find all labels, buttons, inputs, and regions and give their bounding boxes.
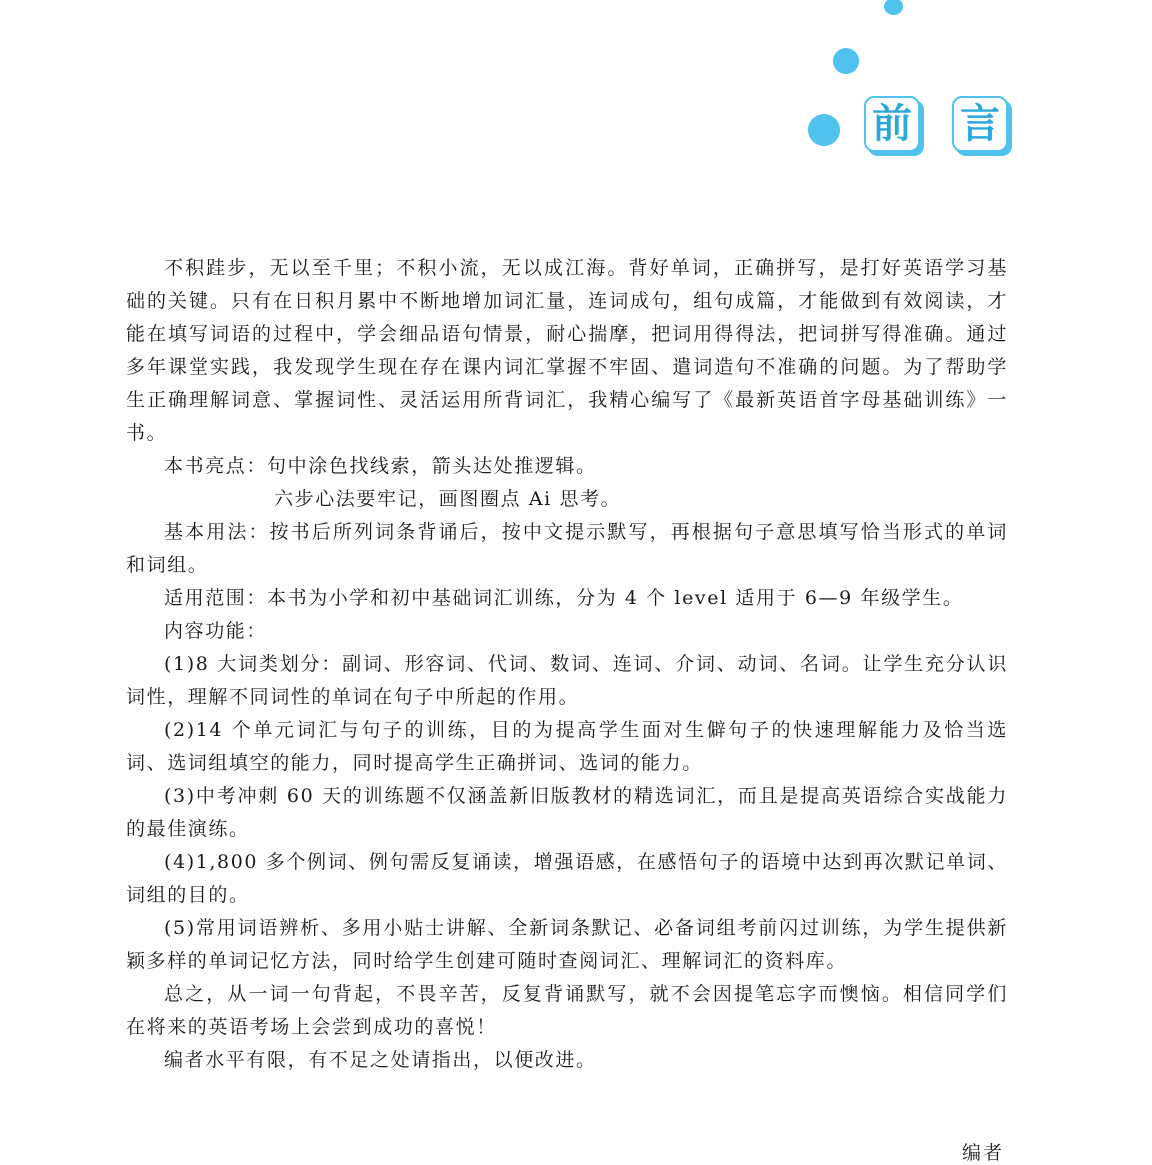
paragraph-scope: 适用范围：本书为小学和初中基础词汇训练，分为 4 个 level 适用于 6—9 年级学生。 [164,587,964,609]
paragraph-item-3: (3)中考冲刺 60 天的训练题不仅涵盖新旧版教材的精选词汇，而且是提高英语综合实战能力的最佳演练。 [126,785,1008,840]
title-char-box-2 [952,96,1010,156]
decorative-dot-medium [833,48,859,74]
paragraph-highlights: 本书亮点：句中涂色找线索，箭头达处推逻辑。 [164,455,597,477]
paragraph-closing: 编者水平有限，有不足之处请指出，以便改进。 [164,1049,597,1071]
paragraph-item-4: (4)1,800 多个例词、例句需反复诵读，增强语感，在感悟句子的语境中达到再次默记单词、词组的目的。 [126,851,1008,906]
decorative-dot-small [884,0,903,15]
title-char-box-1 [864,96,922,156]
title-char-2: 言 [952,96,1008,152]
paragraph-conclusion: 总之，从一词一句背起，不畏辛苦，反复背诵默写，就不会因提笔忘字而懊恼。相信同学们在将来的英语考场上会尝到成功的喜悦！ [126,983,1008,1038]
paragraph-content-heading: 内容功能： [164,620,268,642]
editor-signature: 编者 [962,1142,1005,1164]
title-char-1: 前 [864,96,920,152]
decorative-dot-large [808,114,840,146]
paragraph-intro: 不积跬步，无以至千里；不积小流，无以成江海。背好单词，正确拼写，是打好英语学习基础的关键。只有在日积月累中不断地增加词汇量，连词成句，组句成篇，才能做到有效阅读，才能在填写词语的过程中，学会细品语句情景，耐心揣摩，把词用得得法，把词拼写得准确。通过多年课堂实践，我发现学生现在存在课内词汇掌握不牢固、遣词造句不准确的问题。为了帮助学生正确理解词意、掌握词性、灵活运用所背词汇，我精心编写了《最新英语首字母基础训练》一书。 [126,257,1008,444]
paragraph-item-1: (1)8 大词类划分：副词、形容词、代词、数词、连词、介词、动词、名词。让学生充分认识词性，理解不同词性的单词在句子中所起的作用。 [126,653,1008,708]
paragraph-item-2: (2)14 个单元词汇与句子的训练，目的为提高学生面对生僻句子的快速理解能力及恰当选词、选词组填空的能力，同时提高学生正确拼词、选词的能力。 [126,719,1008,774]
preface-body [126,252,1008,1077]
paragraph-item-5: (5)常用词语辨析、多用小贴士讲解、全新词条默记、必备词组考前闪过训练，为学生提供新颖多样的单词记忆方法，同时给学生创建可随时查阅词汇、理解词汇的资料库。 [126,917,1008,972]
paragraph-highlights-continued: 六步心法要牢记，画图圈点 Ai 思考。 [274,488,622,510]
paragraph-usage: 基本用法：按书后所列词条背诵后，按中文提示默写，再根据句子意思填写恰当形式的单词和词组。 [126,521,1008,576]
